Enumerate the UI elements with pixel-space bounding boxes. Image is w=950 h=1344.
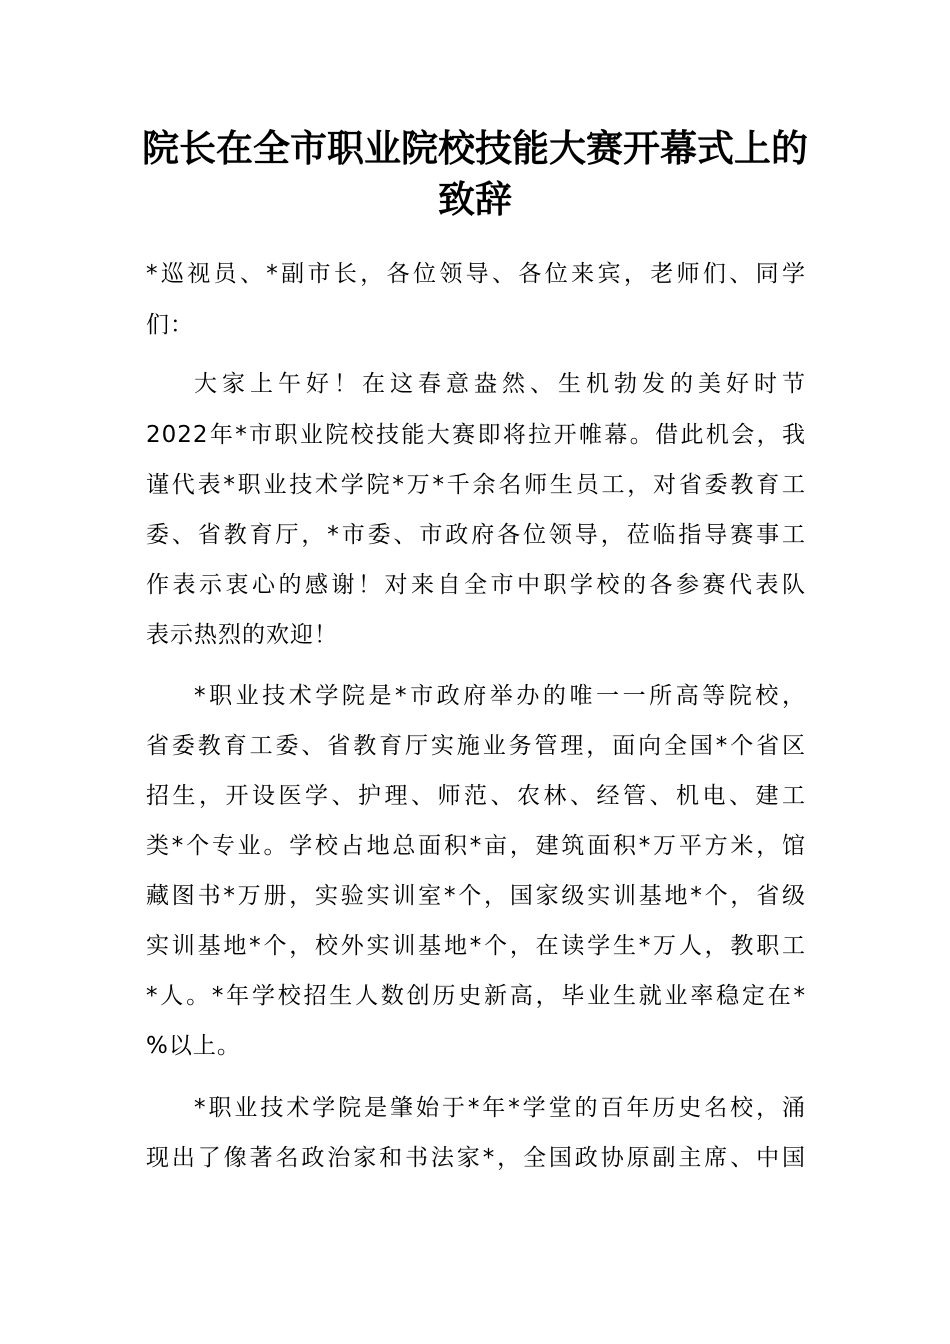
document-title-line-2: 致辞 <box>438 177 512 221</box>
paragraph-2-line: *职业技术学院是*市政府举办的唯一一所高等院校， <box>194 683 806 709</box>
paragraph-2-line: 省委教育工委、省教育厅实施业务管理，面向全国*个省区 <box>146 733 806 759</box>
document-title-line-1: 院长在全市职业院校技能大赛开幕式上的 <box>142 126 808 170</box>
paragraph-2-line: 类*个专业。学校占地总面积*亩，建筑面积*万平方米，馆 <box>146 833 806 859</box>
paragraph-2-line: 招生，开设医学、护理、师范、农林、经管、机电、建工 <box>146 783 806 809</box>
salutation-line: 们： <box>146 312 194 338</box>
paragraph-1-line: 大家上午好！在这春意盎然、生机勃发的美好时节 <box>194 371 806 397</box>
paragraph-1-line: 委、省教育厅，*市委、市政府各位领导，莅临指导赛事工 <box>146 522 806 548</box>
paragraph-3-line: *职业技术学院是肇始于*年*学堂的百年历史名校，涌 <box>194 1095 806 1121</box>
paragraph-1-line: 表示热烈的欢迎！ <box>146 622 338 648</box>
paragraph-1-line: 2022年*市职业院校技能大赛即将拉开帷幕。借此机会，我 <box>146 422 806 448</box>
salutation-line: *巡视员、*副市长，各位领导、各位来宾，老师们、同学 <box>146 261 806 287</box>
paragraph-2-line: *人。*年学校招生人数创历史新高，毕业生就业率稳定在* <box>146 983 806 1009</box>
paragraph-2-line: %以上。 <box>146 1033 241 1059</box>
paragraph-1-line: 作表示衷心的感谢！对来自全市中职学校的各参赛代表队 <box>146 572 806 598</box>
paragraph-2-line: 实训基地*个，校外实训基地*个，在读学生*万人，教职工 <box>146 933 806 959</box>
paragraph-1-line: 谨代表*职业技术学院*万*千余名师生员工，对省委教育工 <box>146 472 806 498</box>
paragraph-2-line: 藏图书*万册，实验实训室*个，国家级实训基地*个，省级 <box>146 883 806 909</box>
paragraph-3-line: 现出了像著名政治家和书法家*，全国政协原副主席、中国 <box>146 1145 806 1171</box>
